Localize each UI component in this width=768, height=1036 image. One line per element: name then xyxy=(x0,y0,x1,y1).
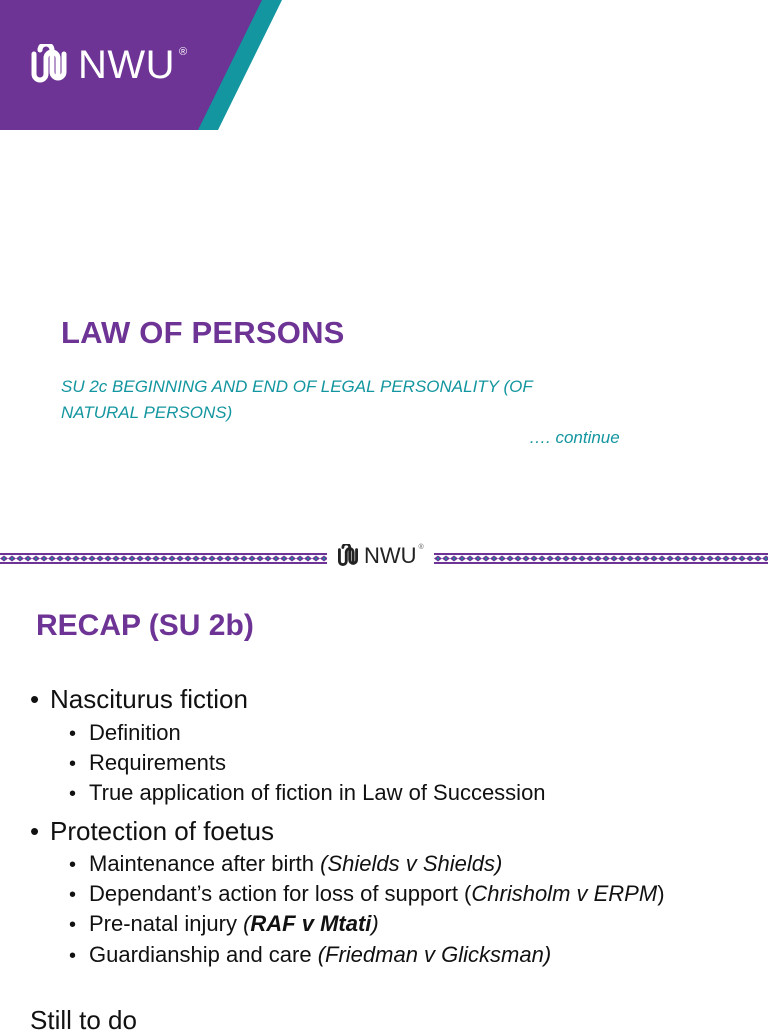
nwu-logo xyxy=(28,44,187,86)
sub-bullet-dependants-action xyxy=(69,881,665,907)
bullet-nasciturus xyxy=(30,684,248,715)
bullet-text: Maintenance after birth xyxy=(89,851,321,876)
sub-bullet-requirements xyxy=(69,750,226,776)
bullet-dot: • xyxy=(69,723,77,745)
case-citation: (Shields v Shields) xyxy=(320,851,503,876)
bullet-dot: • xyxy=(69,854,77,876)
recap-title: RECAP (SU 2b) xyxy=(36,609,254,642)
bullet-dot: • xyxy=(69,914,77,936)
sub-bullet-guardianship xyxy=(69,942,551,968)
bullet-dot: • xyxy=(69,884,77,906)
decorative-pattern-right xyxy=(434,553,768,564)
logo-wordmark-small: NWU xyxy=(364,543,417,568)
case-close-paren: ) xyxy=(371,911,379,936)
continue-text: …. continue xyxy=(529,428,620,447)
sub-bullet-maintenance xyxy=(69,851,502,877)
logo-wordmark: NWU xyxy=(78,43,176,87)
sub-bullet-true-application xyxy=(69,780,546,806)
still-to-do: Still to do xyxy=(30,1005,137,1035)
case-citation: (Friedman v Glicksman) xyxy=(317,942,552,967)
bullet-text: Nasciturus fiction xyxy=(50,684,248,714)
bullet-dot: • xyxy=(30,684,40,714)
bullet-text: Guardianship and care xyxy=(89,942,318,967)
case-open-paren: ( xyxy=(243,911,251,936)
bullet-dot: • xyxy=(69,753,77,775)
nwu-knot-icon xyxy=(336,544,360,568)
subtitle-line-2: NATURAL PERSONS) xyxy=(61,403,233,422)
bullet-text: Requirements xyxy=(89,750,226,775)
decorative-pattern-left xyxy=(0,553,327,564)
bullet-text: Pre-natal injury xyxy=(89,911,244,936)
subtitle-line-1: SU 2c BEGINNING AND END OF LEGAL PERSONALITY (OF xyxy=(61,377,533,396)
sub-bullet-definition xyxy=(69,720,181,746)
case-citation: RAF v Mtati xyxy=(250,911,372,936)
registered-mark: ® xyxy=(179,46,188,58)
registered-mark-small: ® xyxy=(418,544,424,551)
bullet-dot: • xyxy=(30,816,40,846)
bullet-text: True application of fiction in Law of Succession xyxy=(89,780,546,805)
bullet-dot: • xyxy=(69,945,77,967)
sub-bullet-pre-natal-injury xyxy=(69,911,379,937)
slide-title: LAW OF PERSONS xyxy=(61,315,345,350)
slide-divider xyxy=(0,540,768,576)
nwu-knot-icon xyxy=(28,44,70,86)
bullet-dot: • xyxy=(69,783,77,805)
bullet-text: Protection of foetus xyxy=(50,816,275,846)
bullet-protection-of-foetus xyxy=(30,816,274,847)
bullet-text: Dependant’s action for loss of support ( xyxy=(89,881,472,906)
slide-subtitle xyxy=(61,374,591,426)
case-citation: Chrisholm v ERPM xyxy=(471,881,658,906)
nwu-logo-small xyxy=(336,544,424,568)
closing-paren: ) xyxy=(657,881,665,906)
bullet-text: Definition xyxy=(89,720,181,745)
